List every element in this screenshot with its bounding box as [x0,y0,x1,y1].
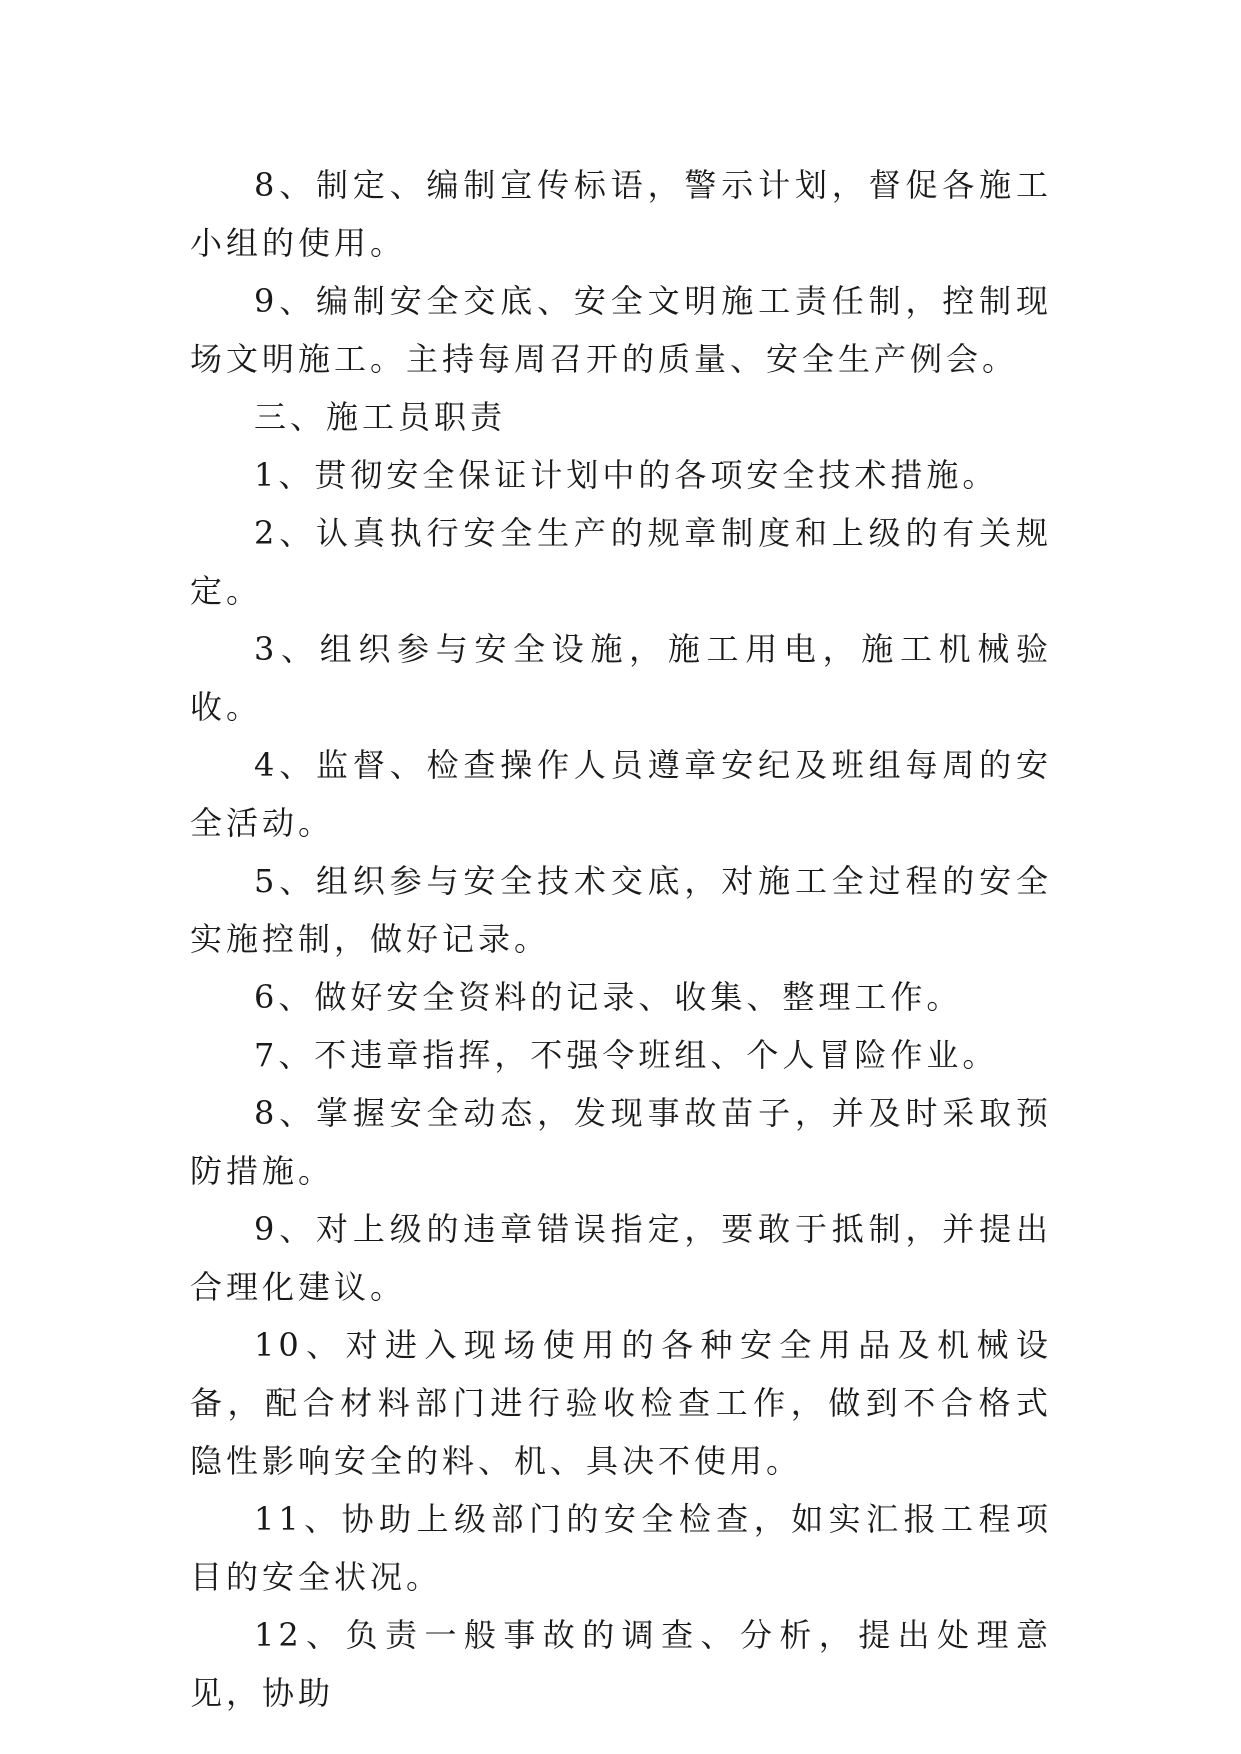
paragraph-item-6: 6、做好安全资料的记录、收集、整理工作。 [254,978,963,1016]
paragraph-item-7: 7、不违章指挥，不强令班组、个人冒险作业。 [254,1036,999,1074]
paragraph-item-2: 2、认真执行安全生产的规章制度和上级的有关规定。 [190,514,1052,610]
paragraph-item-1: 1、贯彻安全保证计划中的各项安全技术措施。 [254,456,999,494]
paragraph-item-3: 3、组织参与安全设施，施工用电，施工机械验收。 [190,630,1052,726]
paragraph-item-12: 12、负责一般事故的调查、分析，提出处理意见，协助 [190,1616,1052,1712]
section-heading: 三、施工员职责 [254,398,507,436]
paragraph-item-10: 10、对进入现场使用的各种安全用品及机械设备，配合材料部门进行验收检查工作，做到不合格式隐性影响安全的料、机、具决不使用。 [190,1326,1052,1480]
paragraph-item-9-safety-briefing: 9、编制安全交底、安全文明施工责任制，控制现场文明施工。主持每周召开的质量、安全生产例会。 [190,282,1052,378]
paragraph-item-8-publicity: 8、制定、编制宣传标语，警示计划，督促各施工小组的使用。 [190,166,1052,262]
paragraph-item-8: 8、掌握安全动态，发现事故苗子，并及时采取预防措施。 [190,1094,1052,1190]
paragraph-item-11: 11、协助上级部门的安全检查，如实汇报工程项目的安全状况。 [190,1500,1052,1596]
paragraph-item-5: 5、组织参与安全技术交底，对施工全过程的安全实施控制，做好记录。 [190,862,1052,958]
paragraph-item-9: 9、对上级的违章错误指定，要敢于抵制，并提出合理化建议。 [190,1210,1052,1306]
paragraph-item-4: 4、监督、检查操作人员遵章安纪及班组每周的安全活动。 [190,746,1052,842]
body-text [190,156,1052,1722]
